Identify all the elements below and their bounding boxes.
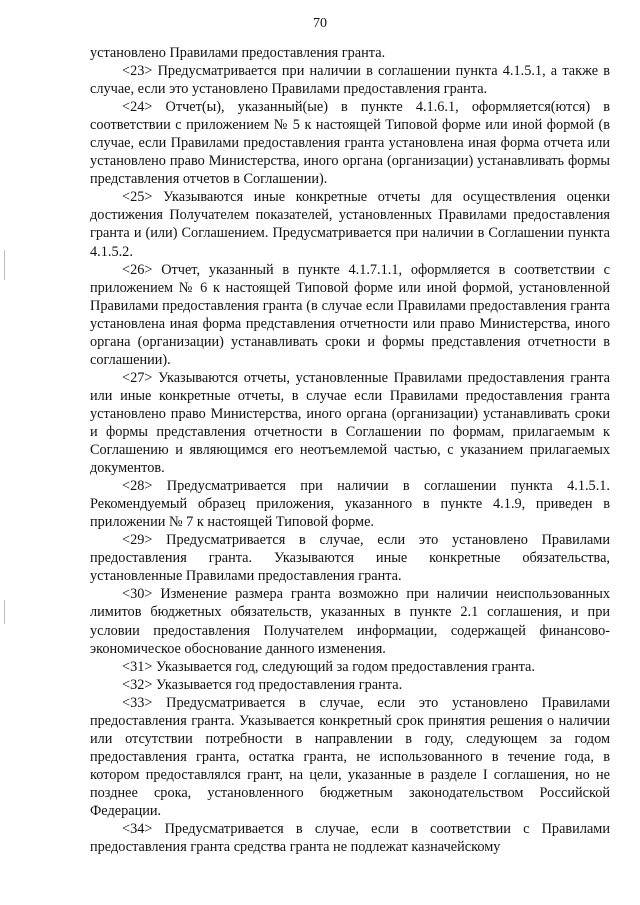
document-body	[90, 44, 610, 856]
footnote-25: <25> Указываются иные конкретные отчеты для осуществления оценки достижения Получателем показателей, установленных Правилами предоставления гранта и (или) Соглашением. Предусматривается при наличии в Соглашении пункта 4.1.5.2.	[90, 189, 610, 260]
footnote-33: <33> Предусматривается в случае, если это установлено Правилами предоставления гранта. Указывается конкретный срок принятия решения о наличии или отсутствии потребности в направлении в году, следующем за годом предоставления гранта, остатка гранта, не использованного в течение года, в котором предоставлялся грант, на цели, указанные в разделе I соглашения, но не позднее срока, установленного бюджетным законодательством Российской Федерации.	[90, 694, 610, 819]
footnote-29: <29> Предусматривается в случае, если это установлено Правилами предоставления гранта. Указываются иные конкретные обязательства, установленные Правилами предоставления гранта.	[90, 532, 610, 585]
footnote-34: <34> Предусматривается в случае, если в соответствии с Правилами предоставления гранта средства гранта не подлежат казначейскому	[90, 821, 610, 856]
footnote-31: <31> Указывается год, следующий за годом предоставления гранта.	[122, 658, 535, 675]
footnote-32: <32> Указывается год предоставления гранта.	[122, 676, 403, 693]
footnote-28: <28> Предусматривается при наличии в соглашении пункта 4.1.5.1. Рекомендуемый образец приложения, указанного в пункте 4.1.9, приведен в приложении № 7 к настоящей Типовой форме.	[90, 478, 610, 531]
footnote-27: <27> Указываются отчеты, установленные Правилами предоставления гранта или иные конкретные отчеты, в случае если Правилами предоставления гранта установлено право Министерства, иного органа (организации) устанавливать сроки и формы представления отчетности в Соглашении по формам, прилагаемым к Соглашению и являющимся его неотъемлемой частью, с указанием прилагаемых документов.	[90, 369, 610, 477]
footnote-26: <26> Отчет, указанный в пункте 4.1.7.1.1, оформляется в соответствии с приложением № 6 к настоящей Типовой форме или иной формой, установленной Правилами предоставления гранта (в случае если Правилами предоставления гранта установлена иная форма представления отчетности или право Министерства, иного органа (организации) устанавливать сроки и формы представления отчетности в соглашении).	[90, 261, 610, 368]
scan-edge-mark	[4, 600, 5, 624]
paragraph-continuation: установлено Правилами предоставления гранта.	[90, 45, 386, 61]
footnote-30: <30> Изменение размера гранта возможно при наличии неиспользованных лимитов бюджетных обязательств, указанных в пункте 2.1 соглашения, и при условии предоставления Получателем информации, содержащей финансово-экономическое обоснование данного изменения.	[90, 586, 610, 657]
footnote-24: <24> Отчет(ы), указанный(ые) в пункте 4.1.6.1, оформляется(ются) в соответствии с приложением № 5 к настоящей Типовой форме или иной формой (в случае, если Правилами предоставления гранта установлена иная форма отчета или установлено право Министерства, иного органа (организации) устанавливать формы представления отчетов в Соглашении).	[90, 99, 610, 188]
footnote-23: <23> Предусматривается при наличии в соглашении пункта 4.1.5.1, а также в случае, если это установлено Правилами предоставления гранта.	[90, 63, 610, 98]
page-number: 70	[313, 16, 327, 31]
scan-edge-mark	[4, 250, 5, 280]
